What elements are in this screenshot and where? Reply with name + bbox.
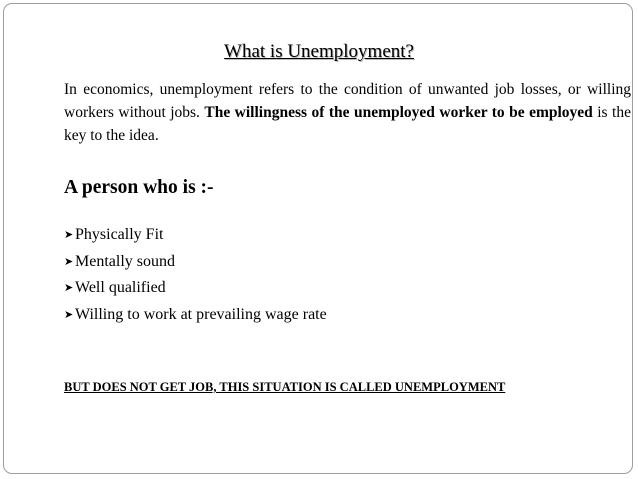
intro-text-end: is the key to the idea. <box>64 104 631 144</box>
arrowhead-bullet-icon: ➤ <box>64 228 74 241</box>
bullet-text: Mentally sound <box>75 252 175 270</box>
arrowhead-bullet-icon: ➤ <box>64 254 74 268</box>
list-item <box>64 277 327 304</box>
intro-bold-text: The willingness of the unemployed worker to be employed <box>204 104 593 121</box>
list-item <box>64 251 327 278</box>
bullet-text: Physically Fit <box>75 226 164 243</box>
intro-text: In economics, unemployment refers to the condition of unwanted job losses, or willing workers without jobs. <box>64 81 631 121</box>
arrowhead-bullet-icon: ➤ <box>64 281 74 294</box>
intro-paragraph <box>64 78 631 147</box>
list-item <box>64 304 327 331</box>
bullet-text: Willing to work at prevailing wage rate <box>75 305 327 323</box>
list-item <box>64 224 327 251</box>
arrowhead-bullet-icon: ➤ <box>64 307 74 321</box>
slide-title: What is Unemployment? <box>224 41 414 62</box>
section-heading: A person who is :- <box>64 177 214 198</box>
bullet-text: Well qualified <box>75 279 166 296</box>
conclusion-text: BUT DOES NOT GET JOB, THIS SITUATION IS CALLED UNEMPLOYMENT <box>64 380 506 394</box>
bullet-list <box>64 224 327 330</box>
